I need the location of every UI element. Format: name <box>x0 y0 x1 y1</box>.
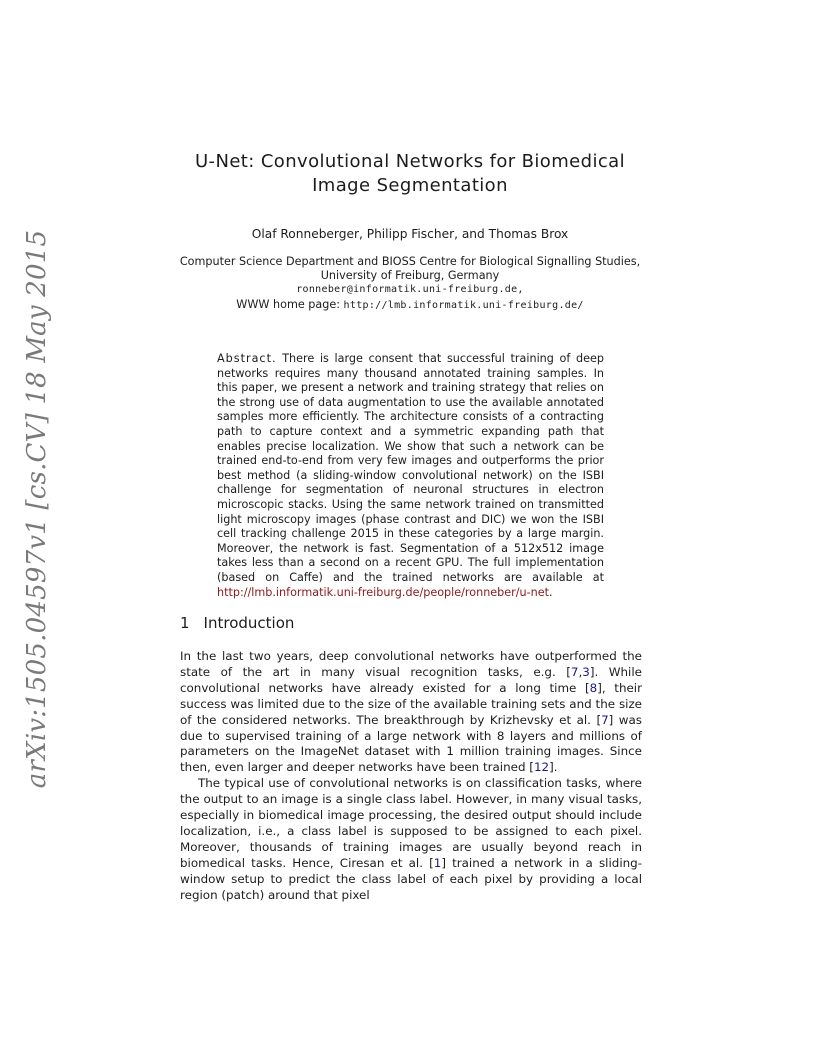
affiliation <box>160 255 660 313</box>
citation[interactable]: 12 <box>533 760 550 775</box>
section-number: 1 <box>180 614 190 632</box>
homepage-label: WWW home page: <box>236 297 344 311</box>
body-text <box>180 649 642 904</box>
abstract-text: There is large consent that successful training of deep networks requires many thousand annotated training samples. In this paper, we present a network and training strategy that relies on the strong use of data augmentation to use the available annotated samples more efficiently. The architecture consists of a contracting path to capture context and a symmetric expanding path that enables precise localization. We show that such a network can be trained end-to-end from very few images and outperforms the prior best method (a sliding-window convolutional network) on the ISBI challenge for segmentation of neuronal structures in electron microscopic stacks. Using the same network trained on transmitted light microscopy images (phase contrast and DIC) we won the ISBI cell tracking challenge 2015 in these categories by a large margin. Moreover, the network is fast. Segmentation of a 512x512 image takes less than a second on a recent GPU. The full implementation (based on Caffe) and the trained networks are available at <box>217 352 604 584</box>
para1-text: ]. <box>549 760 558 775</box>
citation[interactable]: 7 <box>601 712 609 727</box>
para1-text: ]. While convolutional networks have already existed for a long time [ <box>180 664 642 695</box>
abstract-end: . <box>549 585 553 599</box>
citation[interactable]: 1 <box>433 855 442 870</box>
title-line-2: Image Segmentation <box>312 175 508 196</box>
para2-text: The typical use of convolutional networks is on classification tasks, where the output to an image is a single class label. However, in many visual tasks, especially in biomedical image processing, the desired output should include localization, i.e., a class label is supposed to be assigned to each pixel. Moreover, thousands of training images are usually beyond reach in biomedical tasks. Hence, Ciresan et al. [ <box>180 776 642 870</box>
affiliation-line-1: Computer Science Department and BIOSS Centre for Biological Signalling Studies, <box>179 255 641 268</box>
citation[interactable]: 8 <box>589 680 598 695</box>
affiliation-line-2: University of Freiburg, Germany <box>320 269 500 283</box>
authors: Olaf Ronneberger, Philipp Fischer, and Thomas Brox <box>251 227 569 241</box>
paragraph-2 <box>180 776 642 903</box>
para1-text: ] was due to supervised training of a large network with 8 layers and millions of parameters on the ImageNet dataset with 1 million training images. Since then, even larger and deeper networks have been trained [ <box>180 712 642 775</box>
abstract <box>217 352 604 600</box>
para2-text: ] trained a network in a sliding-window setup to predict the class label of each pixel by providing a local region (patch) around that pixel <box>180 855 642 902</box>
author-email[interactable]: ronneber@informatik.uni-freiburg.de, <box>296 284 524 296</box>
para1-text: In the last two years, deep convolutional networks have outperformed the state of the art in many visual recognition tasks, e.g. [ <box>180 649 642 679</box>
section-heading <box>180 613 294 633</box>
paragraph-1 <box>180 649 642 776</box>
homepage-link[interactable]: http://lmb.informatik.uni-freiburg.de/ <box>343 299 584 311</box>
para1-text: ], their success was limited due to the size of the available training sets and the size of the considered networks. The breakthrough by Krizhevsky et al. [ <box>180 680 642 727</box>
section-title: Introduction <box>203 614 295 632</box>
arxiv-stamp <box>20 229 54 789</box>
para1-text: , <box>578 664 583 679</box>
code-link[interactable]: http://lmb.informatik.uni-freiburg.de/people/ronneber/u-net <box>217 585 550 599</box>
abstract-label: Abstract. <box>217 352 277 365</box>
homepage-line <box>160 298 660 313</box>
paper-title <box>150 150 670 198</box>
citation[interactable]: 7 <box>570 664 579 679</box>
citation[interactable]: 3 <box>582 664 590 679</box>
title-line-1: U-Net: Convolutional Networks for Biomedical <box>194 151 625 172</box>
arxiv-stamp-text: arXiv:1505.04597v1 [cs.CV] 18 May 2015 <box>22 229 52 789</box>
